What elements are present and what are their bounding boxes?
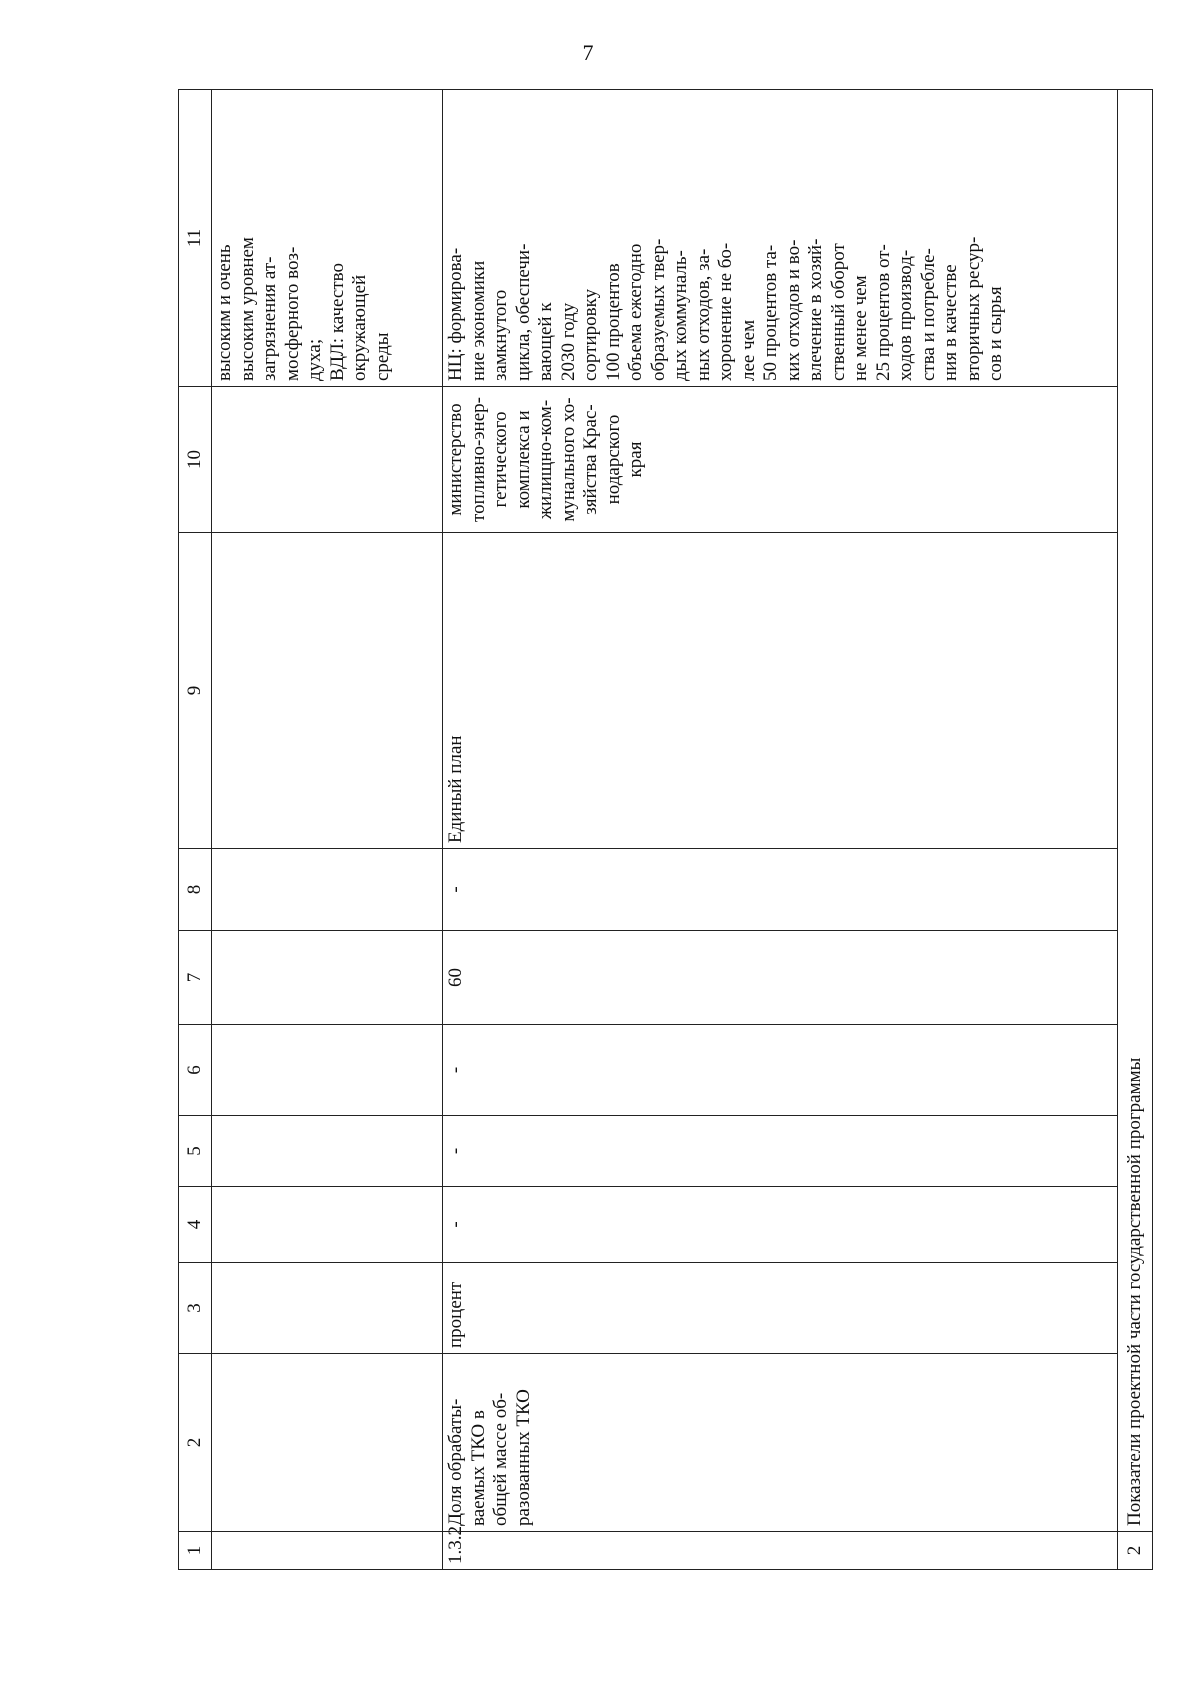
text-line: Доля обрабаты- — [445, 1398, 466, 1526]
text-line: НЦ: формирова- — [445, 247, 466, 381]
text-line: зяйства Крас- — [580, 404, 601, 515]
column-header: 5 — [179, 1116, 212, 1187]
text-line: объема ежегодно — [625, 243, 646, 381]
table-cell — [212, 1025, 443, 1116]
column-header: 3 — [179, 1263, 212, 1354]
text-line: 25 процентов от- — [872, 244, 894, 381]
column-header: 8 — [179, 849, 212, 931]
text-line: ния в качестве — [940, 264, 961, 381]
text-line: разованных ТКО — [512, 1389, 534, 1526]
text-line: вающей к — [535, 302, 556, 381]
column-header: 10 — [179, 387, 212, 533]
text-line: общей массе об- — [490, 1392, 511, 1526]
text-line: высоким и очень — [214, 244, 235, 381]
table-cell — [212, 1116, 443, 1187]
section-row — [1118, 90, 1153, 1570]
value-cell-7: 60 — [443, 931, 1118, 1025]
row-number-cell: 1.3.2 — [443, 1532, 1118, 1570]
page-number: 7 — [582, 40, 594, 65]
value-cell-4: - — [443, 1187, 1118, 1263]
text-line: ВДЛ: качество — [326, 263, 348, 381]
column-header: 1 — [179, 1532, 212, 1570]
text-line: ства и потребле- — [917, 248, 939, 381]
text-line: ходов производ- — [895, 249, 916, 381]
text-line: влечение в хозяй- — [805, 238, 826, 381]
text-line: края — [625, 441, 646, 478]
text-line: дых коммуналь- — [670, 250, 691, 381]
unit-cell: процент — [443, 1263, 1118, 1354]
table-cell — [212, 533, 443, 849]
section-number-cell: 2 — [1118, 1532, 1153, 1570]
column-header: 4 — [179, 1187, 212, 1263]
text-line: 2030 году — [557, 302, 579, 381]
table-cell — [212, 931, 443, 1025]
text-line: среды — [371, 332, 393, 381]
column-header: 6 — [179, 1025, 212, 1116]
text-line: ных отходов, за- — [692, 248, 714, 381]
indicator-name-cell — [443, 1354, 1118, 1532]
text-line: ваемых ТКО в — [467, 1410, 489, 1526]
text-line: комплекса и — [512, 410, 534, 509]
text-line: духа; — [304, 338, 325, 381]
text-line: нодарского — [602, 414, 624, 505]
value-cell-6: - — [443, 1025, 1118, 1116]
table-row-continuation — [212, 90, 443, 1570]
text-line: лее чем — [737, 319, 759, 381]
text-line: ние экономики — [467, 260, 489, 381]
column-header: 9 — [179, 533, 212, 849]
text-line: вторичных ресур- — [962, 236, 984, 381]
text-line: топливно-энер- — [467, 397, 489, 522]
text-line: ких отходов и во- — [782, 239, 804, 381]
text-line: 50 процентов та- — [760, 244, 781, 381]
indicators-table — [178, 89, 1153, 1570]
text-line: образуемых твер- — [647, 238, 669, 381]
column-header: 11 — [179, 90, 212, 387]
table-cell — [212, 1263, 443, 1354]
text-line: цикла, обеспечи- — [512, 243, 534, 381]
text-line: хоронение не бо- — [715, 242, 736, 381]
header-row — [179, 90, 212, 1570]
responsible-cell — [443, 387, 1118, 533]
text-line: не менее чем — [850, 275, 871, 381]
text-line: жилищно-ком- — [535, 399, 556, 520]
text-line: замкнутого — [490, 289, 511, 381]
text-line: министерство — [445, 403, 466, 516]
document-cell: Единый план — [443, 533, 1118, 849]
text-line: 100 процентов — [602, 263, 624, 381]
text-line: высоким уровнем — [236, 237, 258, 381]
column-header: 2 — [179, 1354, 212, 1532]
value-cell-8: - — [443, 849, 1118, 931]
column-header: 7 — [179, 931, 212, 1025]
value-cell-5: - — [443, 1116, 1118, 1187]
section-title-cell: Показатели проектной части государственной программы — [1118, 90, 1153, 1532]
text-line: сов и сырья — [985, 286, 1006, 381]
text-line: ственный оборот — [827, 243, 849, 381]
text-line: сортировку — [580, 288, 601, 381]
table-cell — [212, 1354, 443, 1532]
table-wrapper — [178, 90, 1145, 1570]
table-cell — [212, 1532, 443, 1570]
table-row-1-3-2 — [443, 90, 1118, 1570]
rotated-table-container — [178, 90, 1145, 1570]
text-line: гетического — [490, 411, 511, 508]
text-line: мунального хо- — [557, 397, 579, 522]
table-cell — [212, 1187, 443, 1263]
text-line: загрязнения ат- — [259, 256, 280, 381]
goal-cell — [443, 90, 1118, 387]
table-cell — [212, 387, 443, 533]
text-line: мосферного воз- — [281, 246, 303, 381]
table-cell — [212, 849, 443, 931]
continuation-goal-cell — [212, 90, 443, 387]
text-line: окружающей — [349, 274, 370, 381]
